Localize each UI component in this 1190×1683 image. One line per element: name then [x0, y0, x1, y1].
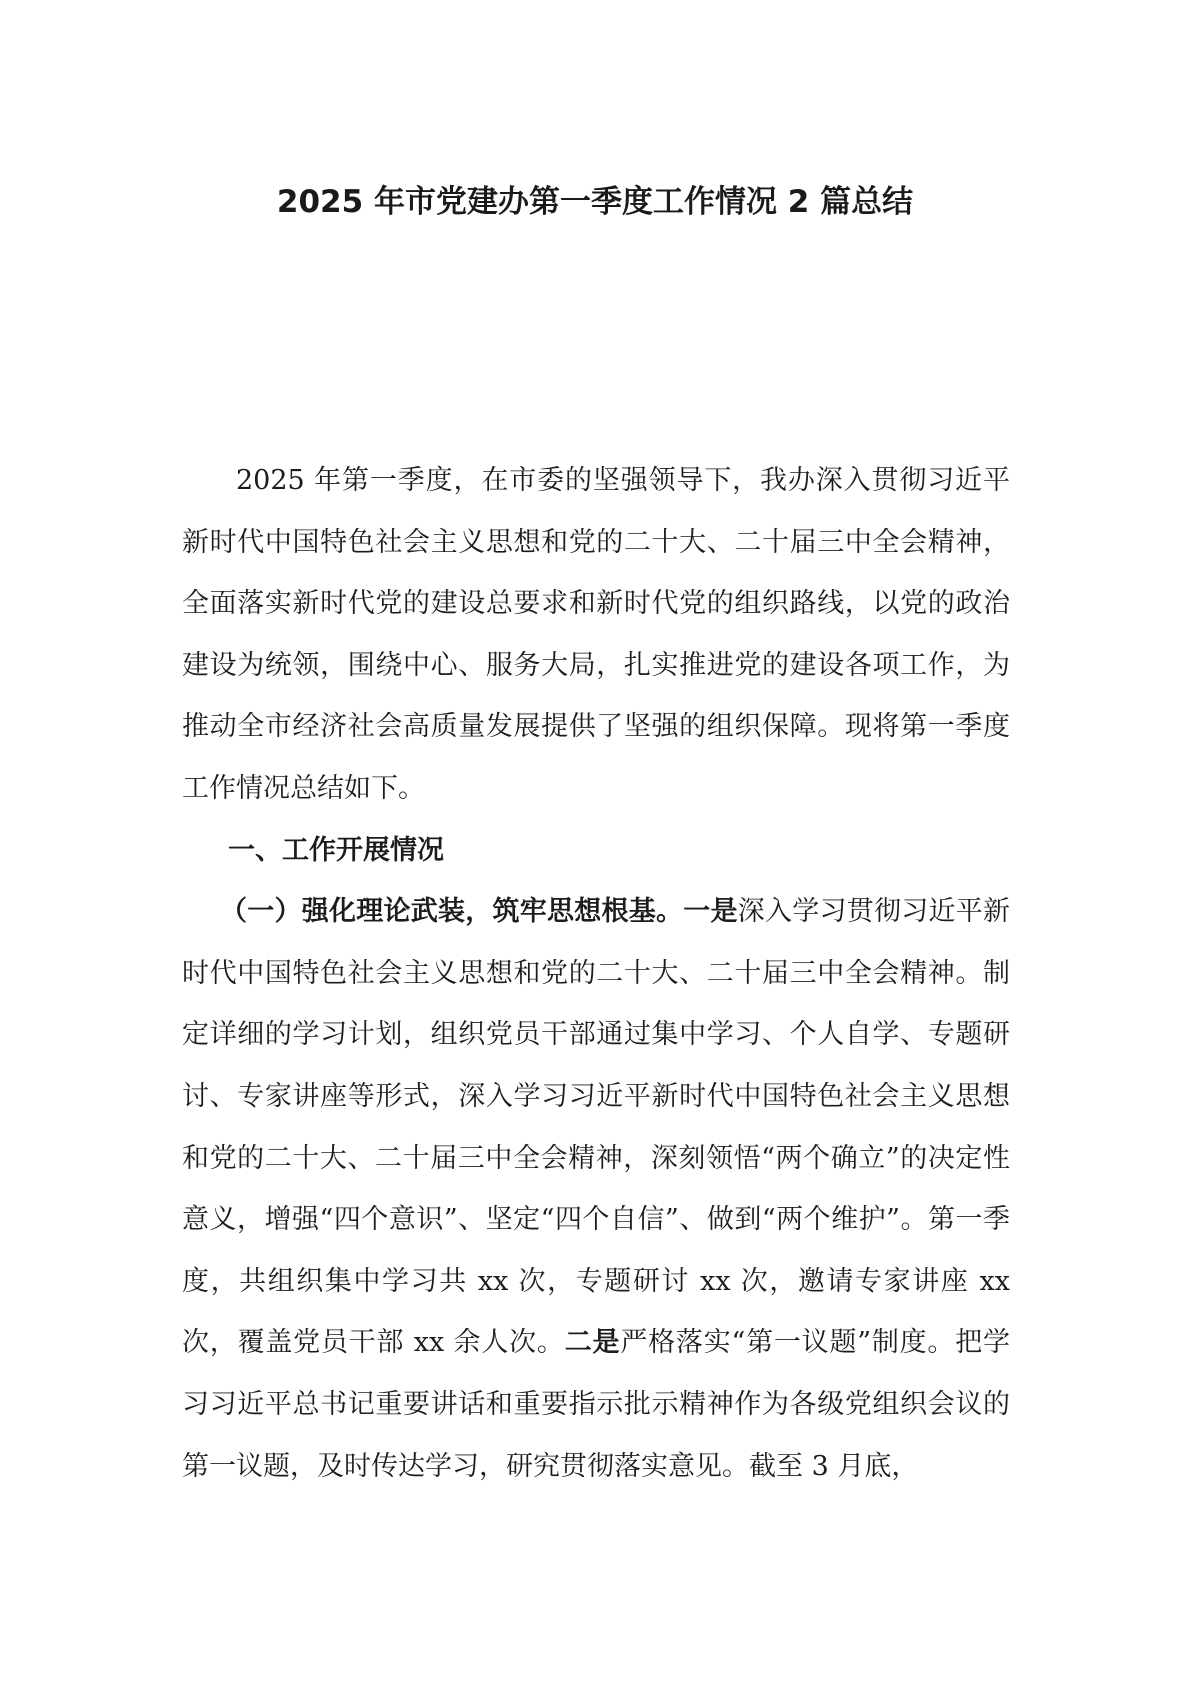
intro-paragraph: 2025 年第一季度，在市委的坚强领导下，我办深入贯彻习近平新时代中国特色社会主义思想和党的二十大、二十届三中全会精神，全面落实新时代党的建设总要求和新时代党的组织路线，以党的政治建设为统领，围绕中心、服务大局，扎实推进党的建设各项工作，为推动全市经济社会高质量发展提供了坚强的组织保障。现将第一季度工作情况总结如下。	[182, 465, 1010, 804]
subsection-text-second: 严格落实“第一议题”制度。把学习习近平总书记重要讲话和重要指示批示精神作为各级党组织会议的第一议题，及时传达学习，研究贯彻落实意见。截至 3 月底，	[182, 1327, 1011, 1482]
subsection-heading: （一）强化理论武装，筑牢思想根基。	[220, 896, 684, 928]
lead-second: 二是	[564, 1327, 621, 1359]
subsection-text-first: 深入学习贯彻习近平新时代中国特色社会主义思想和党的二十大、二十届三中全会精神。制定详细的学习计划，组织党员干部通过集中学习、个人自学、专题研讨、专家讲座等形式，深入学习习近平新时代中国特色社会主义思想和党的二十大、二十届三中全会精神，深刻领悟“两个确立”的决定性意义，增强“四个意识”、坚定“四个自信”、做到“两个维护”。第一季度，共组织集中学习共 xx 次，专题研讨 xx 次，邀请专家讲座 xx 次，覆盖党员干部 xx 余人次。	[182, 896, 1010, 1359]
lead-first: 一是	[683, 896, 738, 928]
subsection-paragraph	[182, 881, 1010, 1497]
document-title: 2025 年市党建办第一季度工作情况 2 篇总结	[276, 184, 914, 220]
section-heading: 一、工作开展情况	[228, 834, 444, 866]
document-body	[182, 450, 1010, 1497]
